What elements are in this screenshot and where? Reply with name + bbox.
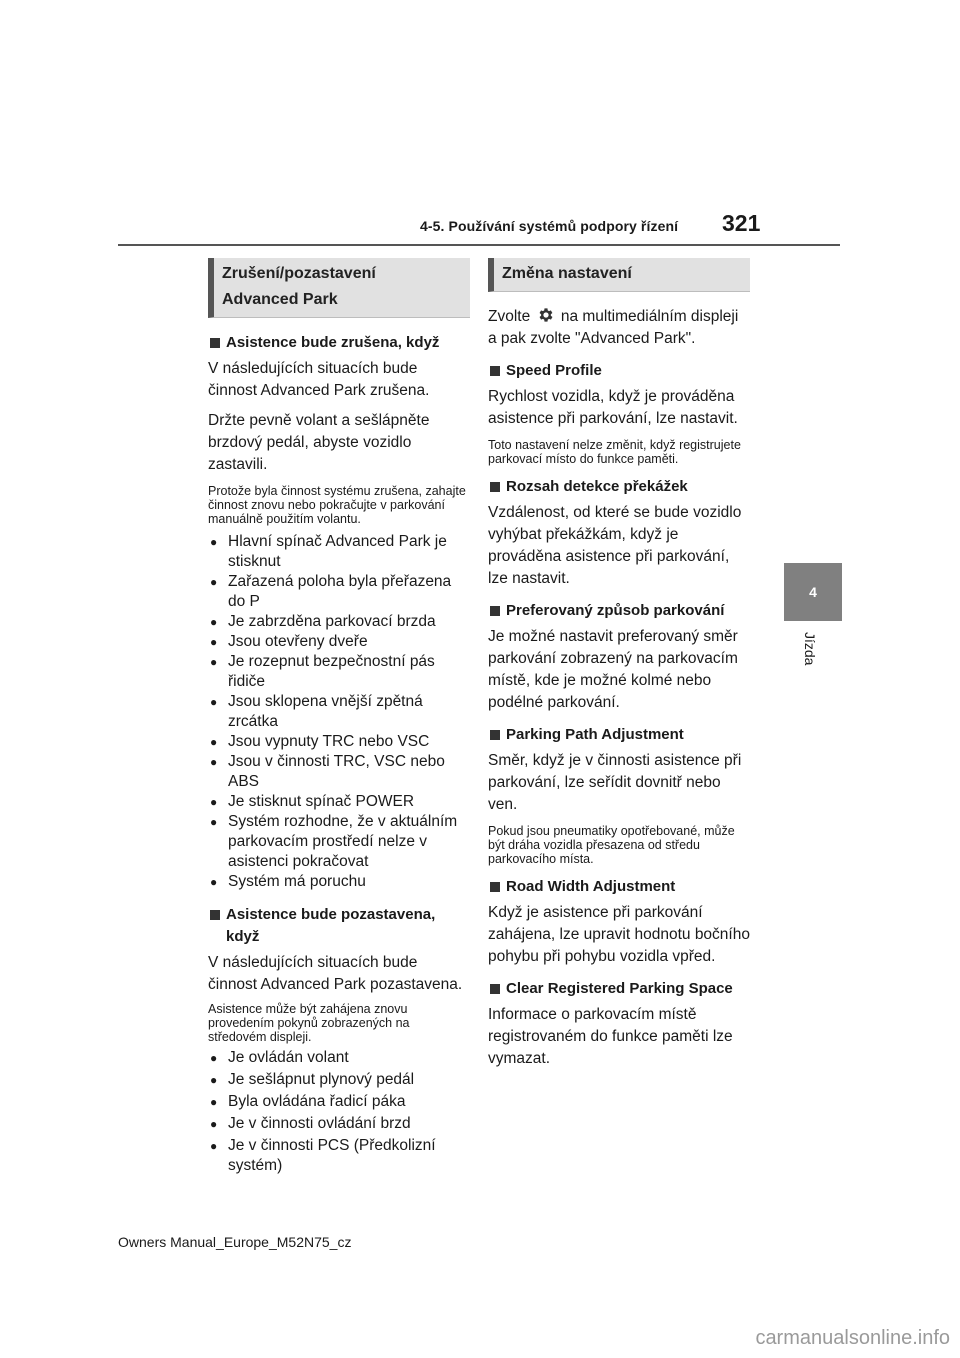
list-item: ● Je zabrzděna parkovací brzda [208, 612, 470, 632]
list-item: ● Je v činnosti ovládání brzd [208, 1114, 470, 1134]
setting-obstacle-range-text: Vzdálenost, od které se bude vozidlo vyhýbat překážkám, když je prováděna asistence při parkování, lze nastavit. [488, 504, 742, 587]
watermark: carmanualsonline.info [755, 1327, 950, 1349]
setting-path-adjust-note: Pokud jsou pneumatiky opotřebované, může být dráha vozidla přesazena od středu parkovacího místa. [488, 824, 735, 866]
pause-list [208, 1048, 470, 1176]
setting-parking-method-text: Je možné nastavit preferovaný směr parkování zobrazený na parkovacím místě, kde je možné kolmé nebo podélné parkování. [488, 628, 738, 711]
pause-note: Asistence může být zahájena znovu provedením pokynů zobrazených na středovém displeji. [208, 1002, 410, 1044]
page-number: 321 [722, 210, 761, 236]
setting-path-adjust-text: Směr, když je v činnosti asistence při parkování, lze seřídit dovnitř nebo ven. [488, 752, 742, 813]
left-heading-line-1: Zrušení/pozastavení [222, 265, 376, 282]
pause-paragraph-1: V následujících situacích bude činnost Advanced Park pozastavena. [208, 954, 463, 993]
setting-speed-profile-text: Rychlost vozidla, když je prováděna asistence při parkování, lze nastavit. [488, 388, 738, 427]
list-item: ● Je ovládán volant [208, 1048, 470, 1068]
list-item: ● Byla ovládána řadicí páka [208, 1092, 470, 1112]
list-item: ● Je v činnosti PCS (Předkolizní systém) [208, 1136, 470, 1176]
chapter-label [802, 632, 822, 692]
list-item: ● Zařazená poloha byla přeřazena do P [208, 572, 470, 612]
setting-speed-profile-note: Toto nastavení nelze změnit, když registrujete parkovací místo do funkce paměti. [488, 438, 741, 466]
cancel-paragraph-1: V následujících situacích bude činnost Advanced Park zrušena. [208, 360, 430, 399]
settings-intro-before: Zvolte [488, 308, 531, 325]
setting-path-adjust-title: Parking Path Adjustment [488, 724, 750, 746]
setting-road-width-text: Když je asistence při parkování zahájena, lze upravit hodnotu bočního pohybu při pohybu vozidla vpřed. [488, 904, 750, 965]
settings-intro-after: na multimediálním displeji a pak zvolte "Advanced Park". [488, 308, 739, 347]
cancel-note: Protože byla činnost systému zrušena, zahajte činnost znovu nebo pokračujte v parkování manuálně použitím volantu. [208, 484, 466, 526]
setting-road-width-title: Road Width Adjustment [488, 876, 750, 898]
cancel-list [208, 532, 470, 892]
cancel-subheading: Asistence bude zrušena, když [208, 332, 470, 354]
footer-text: Owners Manual_Europe_M52N75_cz [118, 1234, 352, 1250]
list-item: ● Systém má poruchu [208, 872, 470, 892]
setting-parking-method-title: Preferovaný způsob parkování [488, 600, 750, 622]
list-item: ● Jsou otevřeny dveře [208, 632, 470, 652]
left-heading-line-2: Advanced Park [222, 291, 338, 308]
list-item: ● Jsou v činnosti TRC, VSC nebo ABS [208, 752, 470, 792]
left-section-heading [208, 258, 470, 318]
chapter-label-text: Jízda [802, 632, 818, 666]
pause-subheading: Asistence bude pozastavena, když [208, 904, 470, 948]
setting-clear-space-title: Clear Registered Parking Space [488, 978, 750, 1000]
right-column [488, 258, 750, 1070]
setting-speed-profile-title: Speed Profile [488, 360, 750, 382]
setting-clear-space-text: Informace o parkovacím místě registrovaném do funkce paměti lze vymazat. [488, 1006, 733, 1067]
list-item: ● Systém rozhodne, že v aktuálním parkovacím prostředí nelze v asistenci pokračovat [208, 812, 470, 872]
setting-obstacle-range-title: Rozsah detekce překážek [488, 476, 750, 498]
header-section-title: 4-5. Používání systémů podpory řízení [420, 218, 679, 234]
list-item: ● Jsou vypnuty TRC nebo VSC [208, 732, 470, 752]
list-item: ● Je sešlápnut plynový pedál [208, 1070, 470, 1090]
list-item: ● Jsou sklopena vnější zpětná zrcátka [208, 692, 470, 732]
cancel-paragraph-2: Držte pevně volant a sešlápněte brzdový pedál, abyste vozidlo zastavili. [208, 412, 430, 473]
gear-icon [537, 306, 555, 324]
list-item: ● Je rozepnut bezpečnostní pás řidiče [208, 652, 470, 692]
left-column [208, 258, 470, 1178]
list-item: ● Je stisknut spínač POWER [208, 792, 470, 812]
settings-intro [488, 306, 750, 350]
list-item: ● Hlavní spínač Advanced Park je stisknut [208, 532, 470, 572]
chapter-tab: 4 [784, 563, 842, 621]
header-rule [118, 244, 840, 246]
right-section-heading: Změna nastavení [488, 258, 750, 292]
